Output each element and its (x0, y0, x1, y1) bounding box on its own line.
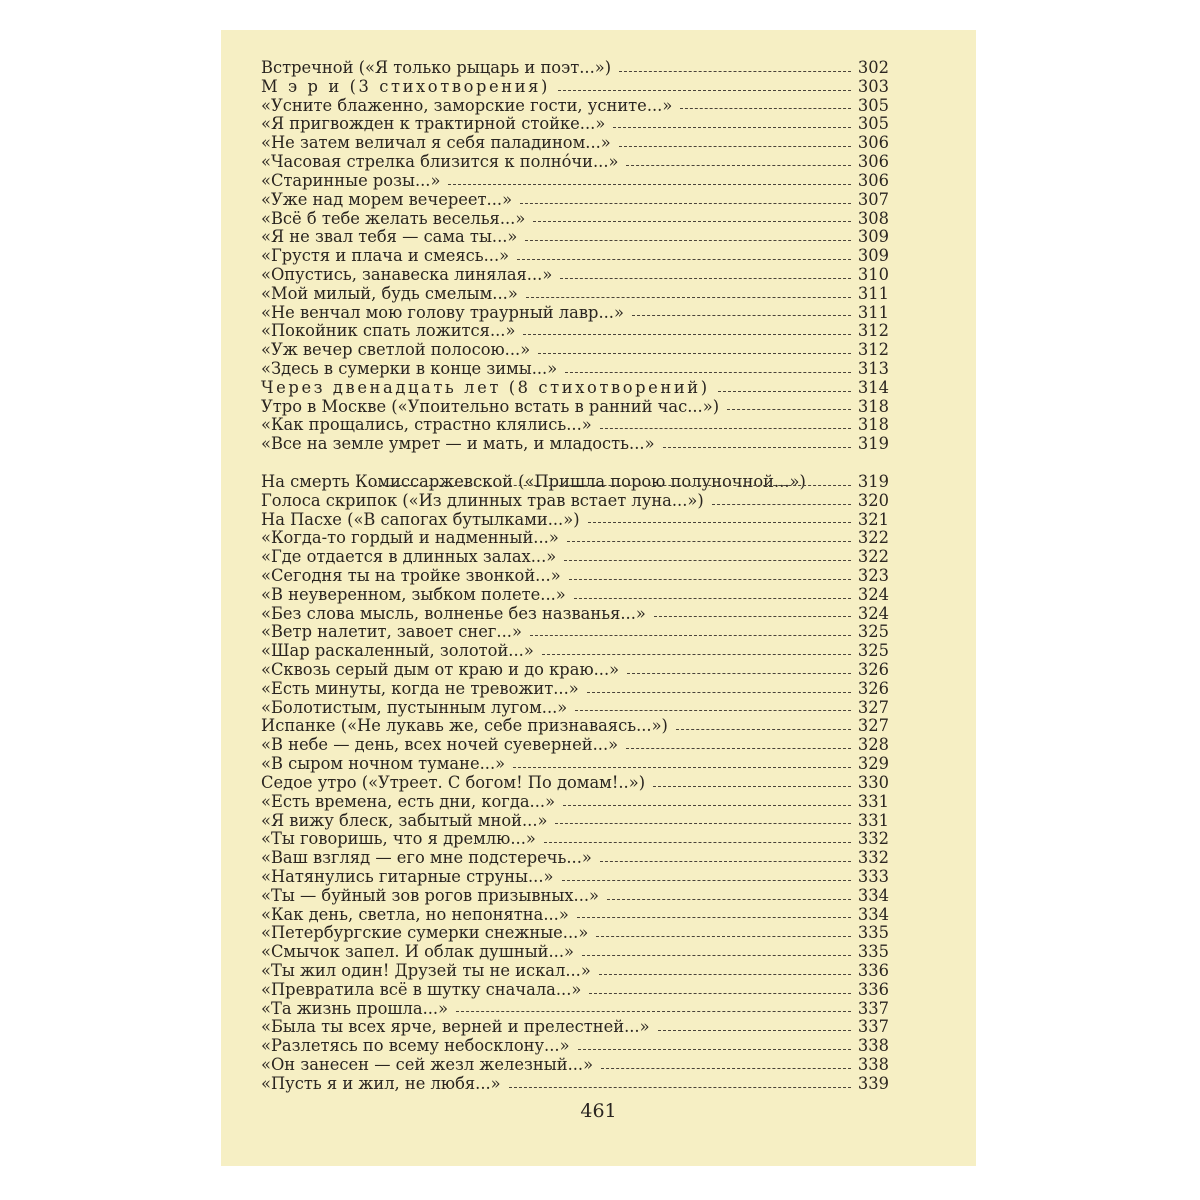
toc-entry (261, 416, 889, 435)
toc-entry (261, 78, 889, 97)
toc-entry-title: «Есть времена, есть дни, когда...» (261, 791, 556, 811)
table-of-contents (261, 59, 889, 1094)
dash-leader (619, 71, 851, 72)
toc-entry (261, 623, 889, 642)
toc-entry-title: «Разлетясь по всему небосклону...» (261, 1036, 570, 1056)
toc-entry-title: Через двенадцать лет (8 стихотворений) (261, 377, 710, 397)
toc-entry-title: «В небе — день, всех ночей суеверней...» (261, 735, 619, 755)
toc-entry-page: 322 (857, 528, 889, 548)
toc-entry (261, 511, 889, 530)
toc-entry (261, 793, 889, 812)
toc-entry-title: «Шар раскаленный, золотой...» (261, 641, 534, 661)
toc-entry (261, 849, 889, 868)
toc-entry-title: «Все на земле умрет — и мать, и младость...» (261, 434, 655, 454)
toc-entry (261, 774, 889, 793)
toc-entry-page: 319 (857, 434, 889, 454)
dash-leader (587, 692, 851, 693)
dash-leader (567, 541, 851, 542)
dash-leader (596, 936, 851, 937)
toc-entry-page: 331 (857, 810, 889, 830)
toc-entry (261, 228, 889, 247)
page-number: 461 (580, 1100, 617, 1122)
toc-entry-page: 338 (857, 1036, 889, 1056)
toc-entry (261, 812, 889, 831)
toc-entry (261, 1075, 889, 1094)
toc-entry-title: «Ты — буйный зов рогов призывных...» (261, 885, 600, 905)
toc-entry-title: «Ваш взгляд — его мне подстеречь...» (261, 848, 592, 868)
toc-entry-page: 336 (857, 979, 889, 999)
toc-entry-page: 309 (857, 246, 889, 266)
toc-entry (261, 962, 889, 981)
dash-leader (613, 127, 851, 128)
toc-entry (261, 115, 889, 134)
dash-leader (558, 90, 851, 91)
toc-entry (261, 605, 889, 624)
dash-leader (560, 278, 851, 279)
toc-entry-title: «Натянулись гитарные струны...» (261, 866, 554, 886)
toc-entry-page: 337 (857, 1017, 889, 1037)
toc-entry-title: «Где отдается в длинных залах...» (261, 547, 557, 567)
toc-entry-page: 327 (857, 716, 889, 736)
dash-leader (526, 297, 851, 298)
toc-entry (261, 661, 889, 680)
dash-leader (448, 184, 851, 185)
toc-entry-title: «Ветр налетит, завоет снег...» (261, 622, 522, 642)
toc-entry-title: «Я вижу блеск, забытый мной...» (261, 810, 548, 830)
dash-leader (680, 108, 851, 109)
dash-leader (653, 786, 851, 787)
toc-entry-title: Встречной («Я только рыцарь и поэт...») (261, 58, 612, 77)
toc-entry (261, 1000, 889, 1019)
dash-leader (563, 805, 851, 806)
toc-entry (261, 454, 889, 492)
toc-entry (261, 529, 889, 548)
toc-entry-page: 314 (857, 377, 889, 397)
toc-entry-page: 302 (857, 58, 889, 77)
toc-entry-title: «Уже над морем вечереет...» (261, 189, 513, 209)
dash-leader (569, 579, 851, 580)
toc-entry-title: «В сыром ночном тумане...» (261, 754, 506, 774)
dash-leader (619, 146, 851, 147)
toc-entry-title: «Без слова мысль, волненье без названья...» (261, 603, 646, 623)
toc-entry-title: «Я не звал тебя — сама ты...» (261, 227, 518, 247)
toc-entry-title: «Часовая стрелка близится к полно́чи...» (261, 152, 619, 172)
toc-entry-title: «Ты говоришь, что я дремлю...» (261, 829, 536, 849)
toc-entry-title: «Старинные розы...» (261, 170, 441, 190)
toc-entry-title: «Грустя и плача и смеясь...» (261, 246, 510, 266)
book-page (221, 30, 976, 1166)
dash-leader (578, 1049, 851, 1050)
dash-leader (588, 522, 851, 523)
toc-entry-title: «Я пригвожден к трактирной стойке...» (261, 114, 606, 134)
dash-leader (509, 1087, 851, 1088)
dash-leader (599, 974, 851, 975)
toc-entry (261, 172, 889, 191)
toc-entry-page: 334 (857, 904, 889, 924)
dash-leader (626, 165, 851, 166)
dash-leader (727, 409, 851, 410)
dash-leader (718, 391, 851, 392)
toc-entry-page: 313 (857, 359, 889, 378)
toc-entry-title: Седое утро («Утреет. С богом! По домам!..») (261, 772, 646, 792)
toc-entry (261, 981, 889, 1000)
toc-entry (261, 398, 889, 417)
dash-leader (555, 823, 851, 824)
dash-leader (542, 654, 851, 655)
toc-entry (261, 717, 889, 736)
toc-entry-page: 319 (857, 471, 889, 491)
dash-leader (565, 372, 851, 373)
dash-leader (520, 203, 851, 204)
toc-entry (261, 266, 889, 285)
toc-entry-page: 312 (857, 340, 889, 360)
toc-entry (261, 548, 889, 567)
toc-entry-title: «Та жизнь прошла...» (261, 998, 449, 1018)
toc-entry (261, 435, 889, 454)
toc-entry-page: 311 (857, 283, 889, 303)
toc-entry-page: 335 (857, 923, 889, 943)
toc-entry-page: 323 (857, 565, 889, 585)
dash-leader (582, 955, 851, 956)
toc-entry-page: 307 (857, 189, 889, 209)
dash-leader (564, 560, 851, 561)
toc-entry (261, 492, 889, 511)
dash-leader (513, 767, 851, 768)
toc-entry-page: 330 (857, 772, 889, 792)
toc-entry-page: 322 (857, 547, 889, 567)
toc-entry (261, 1037, 889, 1056)
toc-entry-title: «Мой милый, будь смелым...» (261, 283, 518, 303)
toc-entry-page: 339 (857, 1073, 889, 1093)
toc-entry (261, 1056, 889, 1075)
dash-leader (601, 1068, 851, 1069)
toc-entry (261, 906, 889, 925)
toc-entry-page: 324 (857, 584, 889, 604)
toc-entry-title: «Превратила всё в шутку сначала...» (261, 979, 582, 999)
toc-entry-page: 306 (857, 152, 889, 172)
toc-entry-page: 329 (857, 754, 889, 774)
toc-entry (261, 924, 889, 943)
dash-leader (627, 673, 851, 674)
toc-entry (261, 322, 889, 341)
toc-entry-title: «Ты жил один! Друзей ты не искал...» (261, 961, 591, 980)
toc-entry-title: «Болотистым, пустынным лугом...» (261, 697, 568, 717)
toc-entry-page: 332 (857, 829, 889, 849)
toc-entry-title: «Была ты всех ярче, верней и прелестней...» (261, 1017, 650, 1037)
dash-leader (575, 710, 851, 711)
toc-entry-title: «Он занесен — сей жезл железный...» (261, 1055, 594, 1075)
toc-entry-page: 312 (857, 321, 889, 341)
dash-leader (562, 880, 852, 881)
toc-entry (261, 699, 889, 718)
dash-leader (712, 504, 851, 505)
toc-entry (261, 210, 889, 229)
toc-entry-page: 306 (857, 170, 889, 190)
toc-entry-page: 331 (857, 791, 889, 811)
toc-entry-title: «Когда-то гордый и надменный...» (261, 528, 559, 548)
toc-entry-title: «Как прощались, страстно клялись...» (261, 415, 592, 435)
toc-entry-title: М э р и (3 стихотворения) (261, 76, 550, 96)
toc-entry-page: 335 (857, 942, 889, 962)
dash-leader (369, 485, 851, 486)
toc-entry (261, 586, 889, 605)
toc-entry-title: «В неуверенном, зыбком полете...» (261, 584, 566, 604)
toc-entry-title: На смерть Комиссаржевской («Пришла порою полуночной...») (261, 471, 806, 491)
toc-entry-page: 324 (857, 603, 889, 623)
dash-leader (589, 993, 851, 994)
toc-entry-page: 305 (857, 114, 889, 134)
toc-entry-title: «Сегодня ты на тройке звонкой...» (261, 565, 561, 585)
toc-entry-page: 328 (857, 735, 889, 755)
toc-entry (261, 59, 889, 78)
toc-entry (261, 567, 889, 586)
toc-entry-page: 308 (857, 208, 889, 228)
toc-entry-title: «Опустись, занавеска линялая...» (261, 264, 553, 284)
toc-entry (261, 247, 889, 266)
dash-leader (533, 221, 851, 222)
toc-entry-page: 325 (857, 641, 889, 661)
toc-entry-title: «Смычок запел. И облак душный...» (261, 942, 574, 962)
toc-entry (261, 755, 889, 774)
toc-entry-title: «Есть минуты, когда не тревожит...» (261, 678, 579, 698)
dash-leader (663, 447, 851, 448)
toc-entry (261, 379, 889, 398)
toc-entry-title: «Уж вечер светлой полосою...» (261, 340, 531, 360)
toc-entry-page: 327 (857, 697, 889, 717)
toc-entry (261, 943, 889, 962)
toc-entry-title: «Усните блаженно, заморские гости, усните...» (261, 95, 673, 115)
toc-entry-page: 311 (857, 302, 889, 322)
toc-entry (261, 887, 889, 906)
toc-entry-page: 334 (857, 885, 889, 905)
toc-entry-title: Утро в Москве («Упоительно встать в ранний час...») (261, 396, 720, 416)
toc-entry-page: 337 (857, 998, 889, 1018)
dash-leader (574, 598, 851, 599)
toc-entry (261, 868, 889, 887)
toc-entry-title: «Всё б тебе желать веселья...» (261, 208, 526, 228)
toc-entry-page: 310 (857, 264, 889, 284)
dash-leader (658, 1030, 851, 1031)
toc-entry-title: Голоса скрипок («Из длинных трав встает луна...») (261, 490, 704, 510)
dash-leader (654, 616, 851, 617)
toc-entry-page: 325 (857, 622, 889, 642)
toc-entry (261, 736, 889, 755)
toc-entry-page: 332 (857, 848, 889, 868)
toc-entry-page: 305 (857, 95, 889, 115)
toc-entry (261, 830, 889, 849)
toc-entry (261, 642, 889, 661)
dash-leader (544, 842, 851, 843)
toc-entry (261, 153, 889, 172)
toc-entry (261, 341, 889, 360)
toc-entry-page: 336 (857, 961, 889, 980)
toc-entry (261, 680, 889, 699)
dash-leader (676, 729, 851, 730)
toc-entry-title: «Не затем величал я себя паладином...» (261, 133, 611, 153)
dash-leader (523, 334, 851, 335)
dash-leader (632, 315, 851, 316)
toc-entry-page: 318 (857, 396, 889, 416)
dash-leader (577, 917, 851, 918)
dash-leader (456, 1011, 851, 1012)
toc-entry (261, 360, 889, 379)
toc-entry-title: «Как день, светла, но непонятна...» (261, 904, 569, 924)
dash-leader (600, 428, 851, 429)
toc-entry-title: «Пусть я и жил, не любя...» (261, 1073, 501, 1093)
toc-entry-page: 303 (857, 76, 889, 96)
dash-leader (626, 748, 851, 749)
toc-entry (261, 191, 889, 210)
dash-leader (525, 240, 851, 241)
toc-entry-title: «Петербургские сумерки снежные...» (261, 923, 589, 943)
toc-entry-page: 338 (857, 1055, 889, 1075)
dash-leader (517, 259, 851, 260)
toc-entry-page: 326 (857, 678, 889, 698)
toc-entry-page: 326 (857, 660, 889, 679)
toc-entry-title: «Покойник спать ложится...» (261, 321, 516, 341)
toc-entry-page: 320 (857, 490, 889, 510)
dash-leader (538, 353, 851, 354)
toc-entry (261, 1018, 889, 1037)
toc-entry-page: 309 (857, 227, 889, 247)
toc-entry-title: «Не венчал мою голову траурный лавр...» (261, 302, 624, 322)
toc-entry-title: «Здесь в сумерки в конце зимы...» (261, 359, 558, 378)
toc-entry-page: 306 (857, 133, 889, 153)
toc-entry (261, 97, 889, 116)
toc-entry-title: На Пасхе («В сапогах бутылками...») (261, 509, 580, 529)
toc-entry (261, 304, 889, 323)
toc-entry-page: 318 (857, 415, 889, 435)
toc-entry-page: 321 (857, 509, 889, 529)
dash-leader (530, 635, 851, 636)
toc-entry-page: 333 (857, 866, 889, 886)
toc-entry-title: Испанке («Не лукавь же, себе признаваясь...») (261, 716, 668, 736)
dash-leader (600, 861, 851, 862)
toc-entry (261, 285, 889, 304)
toc-entry (261, 134, 889, 153)
dash-leader (607, 899, 851, 900)
toc-entry-title: «Сквозь серый дым от краю и до краю...» (261, 660, 620, 679)
